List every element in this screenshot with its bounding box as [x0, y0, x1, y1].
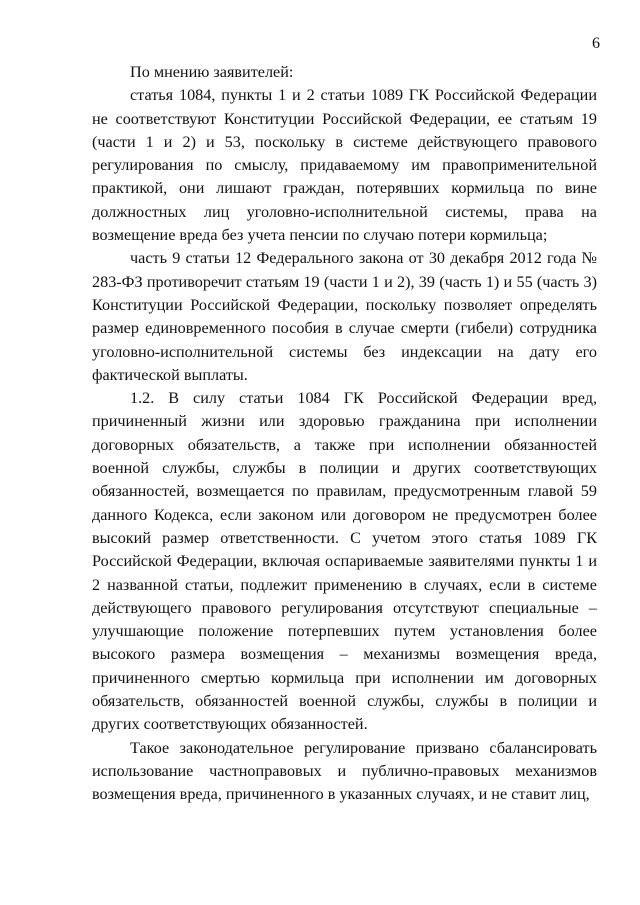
paragraph-federal-law-283: часть 9 статьи 12 Федерального закона от 30 декабря 2012 года № 283-ФЗ противоречит статьям 19 (части 1 и 2), 39 (часть 1) и 55 (часть 3) Конституции Российской Федерации, поскольку позволяет определять размер единовременного пособия в случае смерти (гибели) сотрудника уголовно-исполнительной системы без индексации на дату его фактической выплаты.	[92, 249, 597, 384]
page-number: 6	[592, 35, 600, 52]
paragraph-intro: По мнению заявителей:	[130, 63, 294, 81]
paragraph-legislative-regulation: Такое законодательное регулирование призвано сбалансировать использование частноправовых и публично-правовых механизмов возмещения вреда, причиненного в указанных случаях, и не ставит лиц,	[92, 738, 597, 804]
paragraph-article-1084-1089: статья 1084, пункты 1 и 2 статьи 1089 ГК Российской Федерации не соответствуют Конституции Российской Федерации, ее статьям 19 (части 1 и 2) и 53, поскольку в системе действующего правового регулирования по смыслу, придаваемому им правоприменительной практикой, они лишают граждан, потерявших кормильца по вине должностных лиц уголовно-исполнительной системы, права на возмещение вреда без учета пенсии по случаю потери кормильца;	[92, 86, 597, 245]
paragraph-section-1-2: 1.2. В силу статьи 1084 ГК Российской Федерации вред, причиненный жизни или здоровью гражданина при исполнении договорных обязательств, а также при исполнении обязанностей военной службы, службы в полиции и других соответствующих обязанностей, возмещается по правилам, предусмотренным главой 59 данного Кодекса, если законом или договором не предусмотрен более высокий размер ответственности. С учетом этого статья 1089 ГК Российской Федерации, включая оспариваемые заявителями пункты 1 и 2 названной статьи, подлежит применению в случаях, если в системе действующего правового регулирования отсутствуют специальные – улучшающие положение потерпевших путем установления более высокого размера возмещения – механизмы возмещения вреда, причиненного смертью кормильца при исполнении им договорных обязательств, обязанностей военной службы, службы в полиции и других соответствующих обязанностей.	[92, 389, 597, 734]
document-body	[92, 61, 597, 807]
